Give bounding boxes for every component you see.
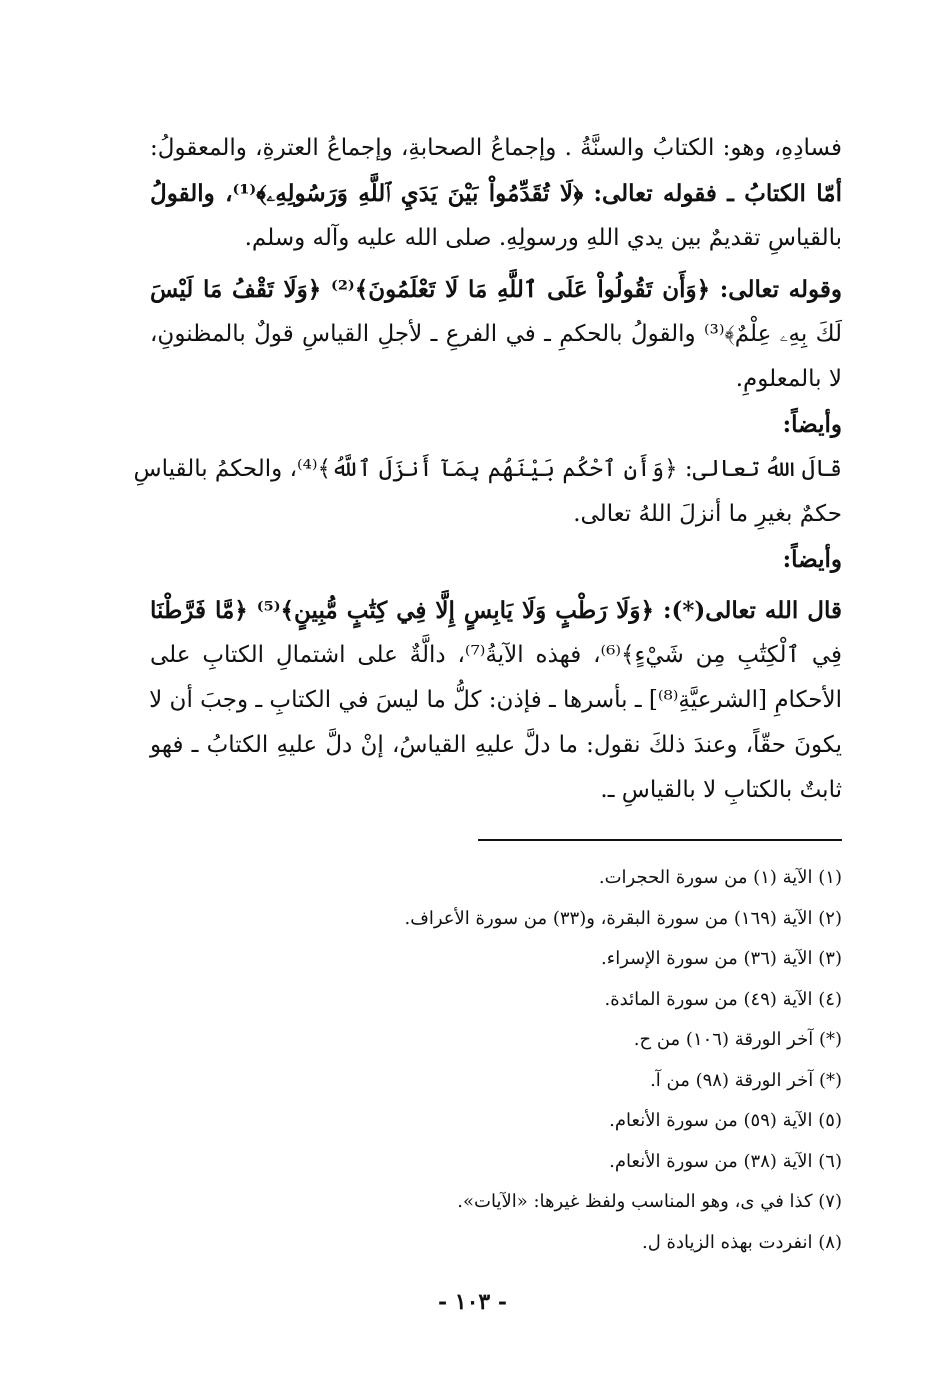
footnote: (٣) الآية (٣٦) من سورة الإسراء. [601, 948, 842, 969]
footnote: (١) الآية (١) من سورة الحجرات. [598, 867, 842, 888]
text-line: فِي ٱلْكِتَٰبِ مِن شَيْءٍ﴾⁽⁶⁾، فهذه الآيةُ⁽⁷⁾، دالَّةٌ على اشتمالِ الكتابِ على [150, 642, 842, 668]
footnote: (*) آخر الورقة (١٠٦) من ح. [633, 1029, 842, 1050]
footnote: (*) آخر الورقة (٩٨) من آ. [650, 1069, 842, 1091]
section-heading: وأيضاً: [782, 546, 842, 573]
text-line: ثابتٌ بالكتابِ لا بالقياسِ ـ. [600, 777, 842, 803]
text-line: قال الله تعالى(*): ﴿وَلَا رَطْبٍ وَلَا يَابِسٍ إِلَّا فِي كِتَٰبٍ مُّبِينٍ﴾⁽⁵⁾ ﴿مَّا فَرَّطْنَا [150, 597, 842, 624]
footnote: (٢) الآية (١٦٩) من سورة البقرة، و(٣٣) من سورة الأعراف. [404, 907, 842, 929]
main-text [133, 126, 842, 813]
text-line: يكونَ حقّاً، وعندَ ذلكَ نقول: ما دلَّ عليهِ القياسُ، إنْ دلَّ عليهِ الكتابُ ـ فهو [150, 732, 842, 758]
text-line: لا بالمعلومِ. [735, 366, 842, 392]
text-line: بالقياسِ تقديمٌ بين يدي اللهِ ورسولِهِ. صلى الله عليه وآله وسلم. [244, 225, 842, 251]
footnote: (٦) الآية (٣٨) من سورة الأنعام. [609, 1150, 842, 1172]
footnote: (٥) الآية (٥٩) من سورة الأنعام. [609, 1110, 842, 1131]
page-number: - ١٠٣ - [437, 1289, 508, 1315]
footnote: (٨) انفردت بهذه الزيادة ل. [642, 1231, 842, 1253]
footnote-divider [478, 839, 842, 841]
text-line: لَكَ بِهِۦ عِلْمٌ﴾⁽³⁾ والقولُ بالحكمِ ـ في الفرعِ ـ لأجلِ القياسِ قولٌ بالمظنونِ، [150, 321, 842, 347]
section-heading: وأيضاً: [782, 411, 842, 438]
text-line: الأحكامِ [الشرعيَّةِ⁽⁸⁾] ـ بأسرها ـ فإذن: كلُّ ما ليسَ في الكتابِ ـ وجبَ أن لا [149, 687, 842, 713]
footnotes [150, 858, 842, 1263]
text-line: قالَ اللهُ تعالى: ﴿وَأَنِ ٱحْكُم بَيْنَهُم بِمَآ أَنزَلَ ٱللَّهُ﴾⁽⁴⁾، والحكمُ بالقياسِ [133, 456, 842, 482]
text-line: وقوله تعالى: ﴿وَأَن تَقُولُواْ عَلَى ٱللَّهِ مَا لَا تَعْلَمُونَ﴾⁽²⁾ ﴿وَلَا تَقْفُ مَا لَيْسَ [150, 276, 842, 303]
text-line: فسادِهِ، وهو: الكتابُ والسنَّةُ . وإجماعُ الصحابةِ، وإجماعُ العترةِ، والمعقولُ: [150, 135, 842, 161]
text-line: أمّا الكتابُ ـ فقوله تعالى: ﴿لَا تُقَدِّمُواْ بَيْنَ يَدَيِ ٱللَّهِ وَرَسُولِهِۦ﴾⁽¹⁾، والقولُ [150, 180, 842, 207]
footnote: (٤) الآية (٤٩) من سورة المائدة. [604, 988, 842, 1010]
text-line: حكمٌ بغيرِ ما أنزلَ اللهُ تعالى. [573, 501, 842, 527]
footnote: (٧) كذا في ى، وهو المناسب ولفظ غيرها: «الآيات». [457, 1191, 842, 1212]
